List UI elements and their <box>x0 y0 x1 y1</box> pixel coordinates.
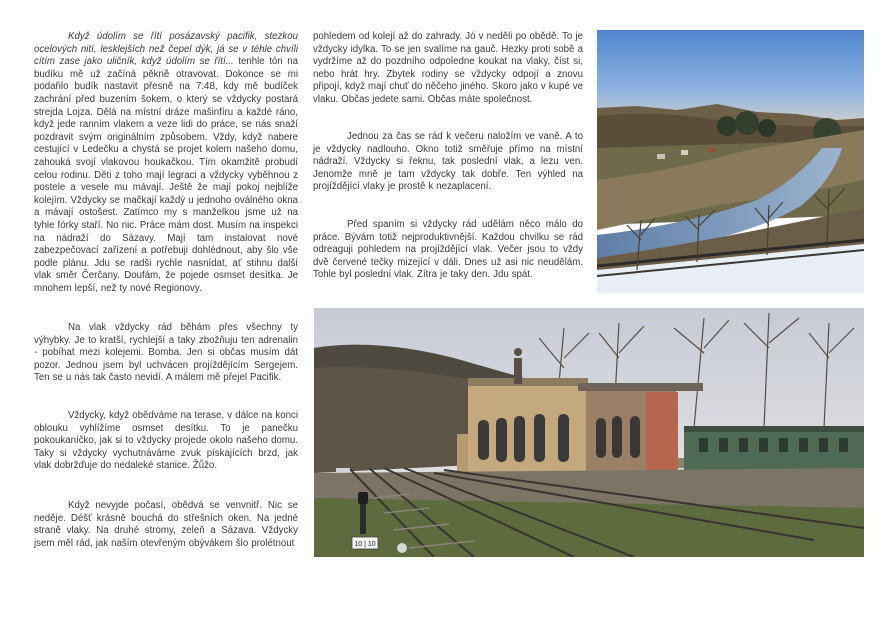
middle-column-block-3 <box>313 219 583 282</box>
paragraph-switches: Na vlak vždycky rád běhám přes všechny ty výhybky. Je to kratší, rychlejší a taky zbožňuju ten adrenalin - pobíhat mezi kolejemi. Bomba. Jen si občas musím dát pozor. Jednou jsem byl uchvácen projíždějícím Sergejem. Ten se u nás tak často nevidí. A málem mě přejel Pacifik. <box>34 322 298 384</box>
intro-text: tenhle tón na budíku mě už začíná pěkně otravovat. Dokonce se mi podařilo budík nastavit přesně na 7:48, kdy mě budíček zachrání před buzením šokem, o který se vždycky postará strejda Lojza. Dělá na místní dráze mašinfíru a každé ráno, když jede ranním vlakem a veze lidi do práce, se nás snaží pozdravit svým originálním způsobem. Vždy, když nabere cestující v Ledečku a chystá se projet kolem našeho domu, zahouká svojí vlakovou houkačkou. Tím okamžitě probudí celou rodinu. Děti z toho mají legraci a vždycky vyběhnou z postele a vesele mu mávají. Ještě že mají pokoj nejblíže kolejím. Vždycky se mačkají každý u jednoho oválného okna a mávají ostošest. Zatímco my s manželkou jsme už na tyhle fórky staří. No nic. Práce mám dost. Musím na inspekci na nádraží do Sázavy. Mají tam instalovat nové zabezpečovací zařízení a potřebuji dohlédnout, aby šlo vše podle plánu. Jdu se radši rychle nasnídat, ať stihnu další vlak směr Čerčany. Doufám, že pojede osmset desítka. Je mnohem lepší, než ty nové Regionovy. <box>34 56 298 294</box>
middle-column-block-1 <box>313 31 583 107</box>
left-column-block-4 <box>34 500 298 550</box>
left-column-block-1 <box>34 31 298 295</box>
paragraph-sunday: pohledem od kolejí až do zahrady. Jó v neděli po obědě. To je vždycky idylka. To se jen svalíme na gauč. Hezky proti sobě a vydržíme až do pozdního odpoledne koukat na vlaky, číst si, nebo hrát hry. Zbytek rodiny se vždycky odpojí a znovu připojí, když mají chuť do něčeho jiného. Skoro jako v kupé ve vlaku. Občas jedete sami. Občas máte společnost. <box>313 31 583 105</box>
paragraph-intro <box>34 31 298 295</box>
left-column-block-2 <box>34 322 298 385</box>
paragraph-evening: Před spaním si vždycky rád udělám něco málo do práce. Bývám totiž nejproduktivnější. Každou chvilku se rád odreaguji pohledem na projíždějící vlak. Večer jsou to vždy dvě červené tečky mizející v dáli. Dnes už asi nic neudělám. Tohle byl poslední vlak. Zítra je taky den. Jdu spát. <box>313 219 583 281</box>
track-sign-label: 10 | 10 <box>354 541 376 548</box>
valley-river-landscape-photo <box>597 30 864 293</box>
song-lyrics-quote: Když údolím se řítí posázavský pacifik, stezkou ocelových nití, lesklejších než čepel dýk, já se v téhle chvíli cítím zase jako uličník, když údolím se řítí... <box>34 31 298 68</box>
paragraph-terrace: Vždycky, když obědváme na terase, v dálce na konci oblouku vyhlížíme osmset desítku. To je panečku pokoukaníčko, jak si to vždycky projede okolo našeho domu. Taky si vždycky vychutnáváme zvuk pískajících brzd, jak vlak dobržďuje do nedaleké stanice. Žůžo. <box>34 410 298 472</box>
middle-column-block-2 <box>313 131 583 194</box>
paragraph-rain: Když nevyjde počasí, obědvá se venvnitř. Nic se neděje. Déšť krásně bouchá do střešních oken. Na jedné straně vlaky. Na druhé stromy, zeleň a Sázava. Vždycky jsem měl rád, jak naším otevřeným obývákem šlo prolétnout <box>34 500 298 549</box>
left-column-block-3 <box>34 410 298 473</box>
railway-station-ruin-photo <box>314 308 864 557</box>
paragraph-bath: Jednou za čas se rád k večeru naložím ve vaně. A to je vždycky nadlouho. Okno totiž směřuje přímo na místní nádraží. Vždycky si řeknu, tak poslední vlak, a lezu ven. Jenomže mně je tam vždycky tak dobře. Ten výhled na projíždějící vlaky je prostě k nezaplacení. <box>313 131 583 193</box>
